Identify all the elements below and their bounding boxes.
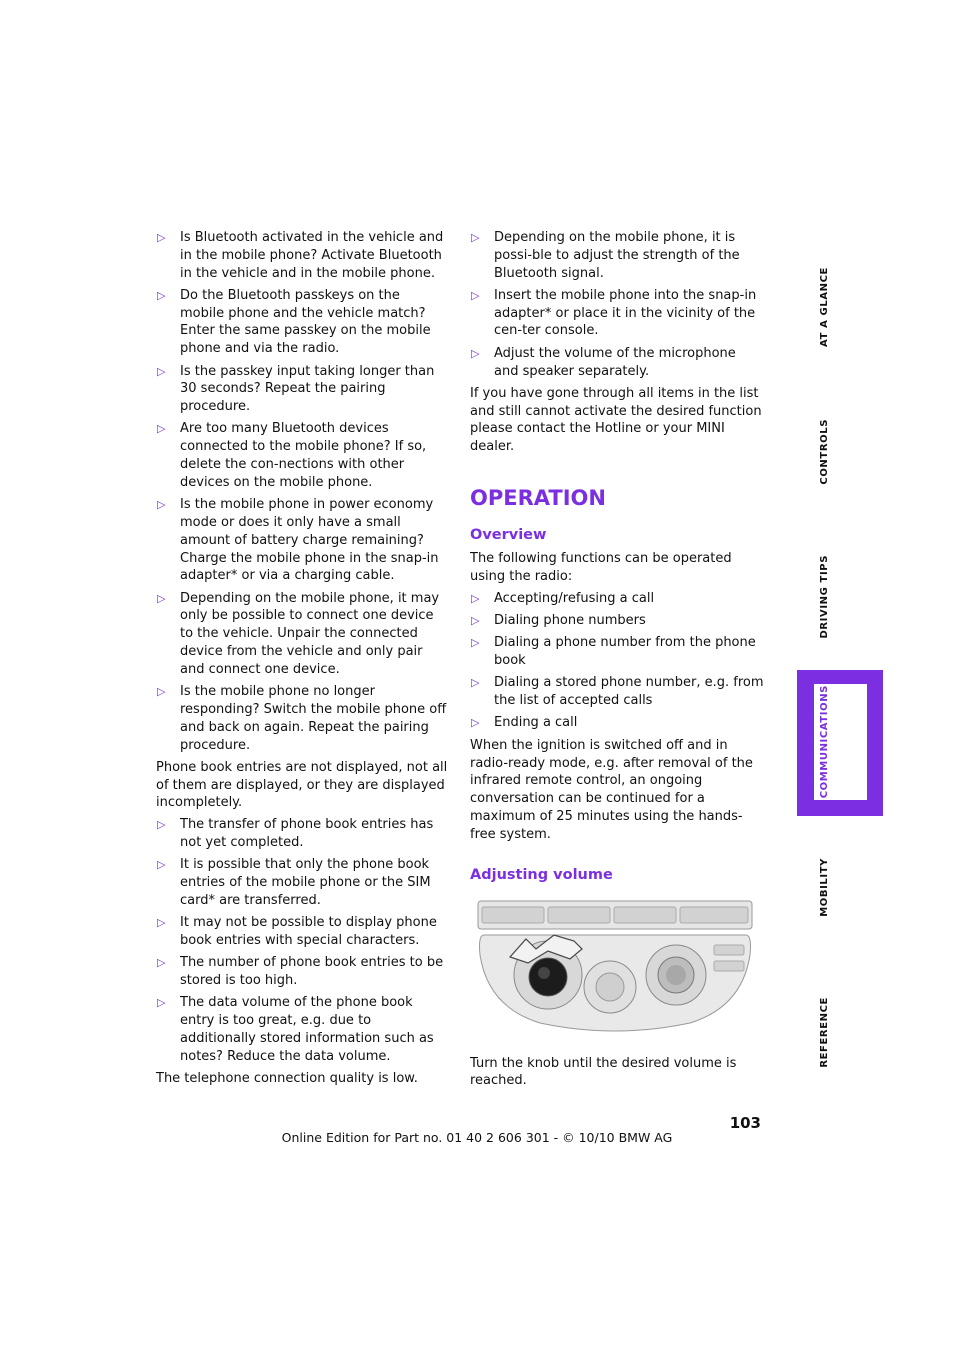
list-item: ▷ It may not be possible to display phone book entries with special characters. bbox=[157, 915, 437, 948]
preset-button bbox=[548, 907, 610, 923]
tab-at-a-glance[interactable]: AT A GLANCE bbox=[819, 267, 831, 347]
list-item: ▷ Is the mobile phone no longer responding? Switch the mobile phone off and back on again. Repeat the pairing procedure. bbox=[157, 684, 447, 753]
bullet-arrow-icon: ▷ bbox=[471, 591, 480, 605]
troubleshooting-list-2 bbox=[156, 816, 448, 1065]
page-number: 103 bbox=[729, 1114, 761, 1132]
bullet-arrow-icon: ▷ bbox=[157, 858, 166, 872]
hotline-paragraph: If you have gone through all items in the list and still cannot activate the desired function please contact the Hotline or your MINI dealer. bbox=[470, 385, 762, 455]
bullet-arrow-icon: ▷ bbox=[157, 916, 166, 930]
bullet-arrow-icon: ▷ bbox=[471, 613, 480, 627]
list-item: ▷ Insert the mobile phone into the snap-in adapter* or place it in the vicinity of the cen-ter console. bbox=[471, 287, 757, 339]
bullet-arrow-icon: ▷ bbox=[157, 364, 166, 378]
bullet-arrow-icon: ▷ bbox=[471, 288, 480, 302]
bullet-arrow-icon: ▷ bbox=[157, 422, 166, 436]
radio-control-panel-illustration bbox=[470, 897, 760, 1035]
preset-button bbox=[482, 907, 544, 923]
phonebook-issue-paragraph: Phone book entries are not displayed, not all of them are displayed, or they are displayed incompletely. bbox=[156, 759, 448, 811]
troubleshooting-list-3 bbox=[470, 229, 764, 380]
list-item: ▷ Depending on the mobile phone, it is possi-ble to adjust the strength of the Bluetooth signal. bbox=[471, 230, 740, 281]
list-item: ▷ Dialing a phone number from the phone book bbox=[471, 635, 756, 669]
list-item: ▷ Is the passkey input taking longer than 30 seconds? Repeat the pairing procedure. bbox=[157, 363, 435, 415]
bullet-arrow-icon: ▷ bbox=[157, 956, 166, 970]
troubleshooting-list-1 bbox=[156, 229, 448, 754]
tab-driving-tips[interactable]: DRIVING TIPS bbox=[819, 555, 831, 639]
list-item: ▷ Adjust the volume of the microphone and speaker separately. bbox=[471, 345, 736, 379]
knob-instruction-paragraph: Turn the knob until the desired volume is reached. bbox=[470, 1055, 737, 1089]
knob-highlight bbox=[538, 967, 550, 979]
bullet-arrow-icon: ▷ bbox=[157, 818, 166, 832]
section-heading-operation: OPERATION bbox=[470, 486, 606, 511]
functions-intro-paragraph: The following functions can be operated using the radio: bbox=[470, 551, 732, 584]
list-item: ▷ Is the mobile phone in power economy mode or does it only have a small amount of battery charge remaining? Charge the mobile phone in the snap-in adapter* or via a charging cable. bbox=[157, 497, 439, 584]
list-item: ▷ Depending on the mobile phone, it may only be possible to connect one device to the vehicle. Unpair the connected device from the vehicle and only pair and connect one device. bbox=[157, 590, 440, 677]
tab-communications[interactable]: COMMUNICATIONS bbox=[819, 685, 831, 799]
bullet-arrow-icon: ▷ bbox=[157, 288, 166, 302]
tab-mobility[interactable]: MOBILITY bbox=[819, 857, 831, 917]
center-button bbox=[596, 973, 624, 1001]
preset-button bbox=[614, 907, 676, 923]
bullet-arrow-icon: ▷ bbox=[471, 716, 480, 730]
footer-text: Online Edition for Part no. 01 40 2 606 301 - © 10/10 BMW AG bbox=[281, 1130, 673, 1145]
bullet-arrow-icon: ▷ bbox=[157, 231, 166, 244]
bullet-arrow-icon: ▷ bbox=[157, 996, 166, 1010]
list-item: ▷ Do the Bluetooth passkeys on the mobile phone and the vehicle match? Enter the same passkey on the mobile phone and via the radio. bbox=[157, 287, 431, 357]
list-item: ▷ The data volume of the phone book entry is too great, e.g. due to additionally stored information such as notes? Reduce the data volume. bbox=[157, 995, 434, 1064]
side-button bbox=[714, 961, 744, 971]
tab-reference[interactable]: REFERENCE bbox=[819, 996, 831, 1068]
bullet-arrow-icon: ▷ bbox=[157, 498, 166, 512]
list-item: ▷ Accepting/refusing a call bbox=[471, 590, 655, 606]
ignition-paragraph: When the ignition is switched off and in radio-ready mode, e.g. after removal of the infrared remote control, an ongoing conversation can be continued for a maximum of 25 minutes using the hands-free system. bbox=[470, 737, 753, 842]
radio-panel-graphic bbox=[470, 897, 760, 1035]
list-item: ▷ The number of phone book entries to be stored is too high. bbox=[157, 955, 444, 989]
list-item: ▷ Dialing a stored phone number, e.g. from the list of accepted calls bbox=[471, 675, 764, 709]
connection-quality-paragraph: The telephone connection quality is low. bbox=[156, 1071, 418, 1087]
functions-list bbox=[470, 590, 764, 733]
preset-button bbox=[680, 907, 748, 923]
bullet-arrow-icon: ▷ bbox=[471, 636, 480, 650]
subheading-adjusting-volume: Adjusting volume bbox=[470, 866, 613, 883]
bullet-arrow-icon: ▷ bbox=[471, 676, 480, 690]
bullet-arrow-icon: ▷ bbox=[157, 591, 166, 605]
list-item: ▷ The transfer of phone book entries has not yet completed. bbox=[157, 817, 434, 850]
list-item: ▷ Is Bluetooth activated in the vehicle and in the mobile phone? Activate Bluetooth in the vehicle and in the mobile phone. bbox=[157, 230, 444, 281]
subheading-overview: Overview bbox=[470, 527, 547, 544]
list-item: ▷ Dialing phone numbers bbox=[471, 612, 646, 628]
bullet-arrow-icon: ▷ bbox=[471, 231, 480, 244]
tab-controls[interactable]: CONTROLS bbox=[819, 419, 831, 485]
right-column bbox=[470, 229, 764, 1094]
side-button bbox=[714, 945, 744, 955]
bullet-arrow-icon: ▷ bbox=[471, 346, 480, 360]
list-item: ▷ Are too many Bluetooth devices connected to the mobile phone? If so, delete the con-nections with other devices on the mobile phone. bbox=[157, 421, 427, 490]
list-item: ▷ It is possible that only the phone book entries of the mobile phone or the SIM card* are transferred. bbox=[157, 857, 431, 908]
left-column bbox=[156, 229, 448, 1092]
list-item: ▷ Ending a call bbox=[471, 715, 578, 731]
bullet-arrow-icon: ▷ bbox=[157, 685, 166, 699]
tuning-knob-center bbox=[666, 965, 686, 985]
